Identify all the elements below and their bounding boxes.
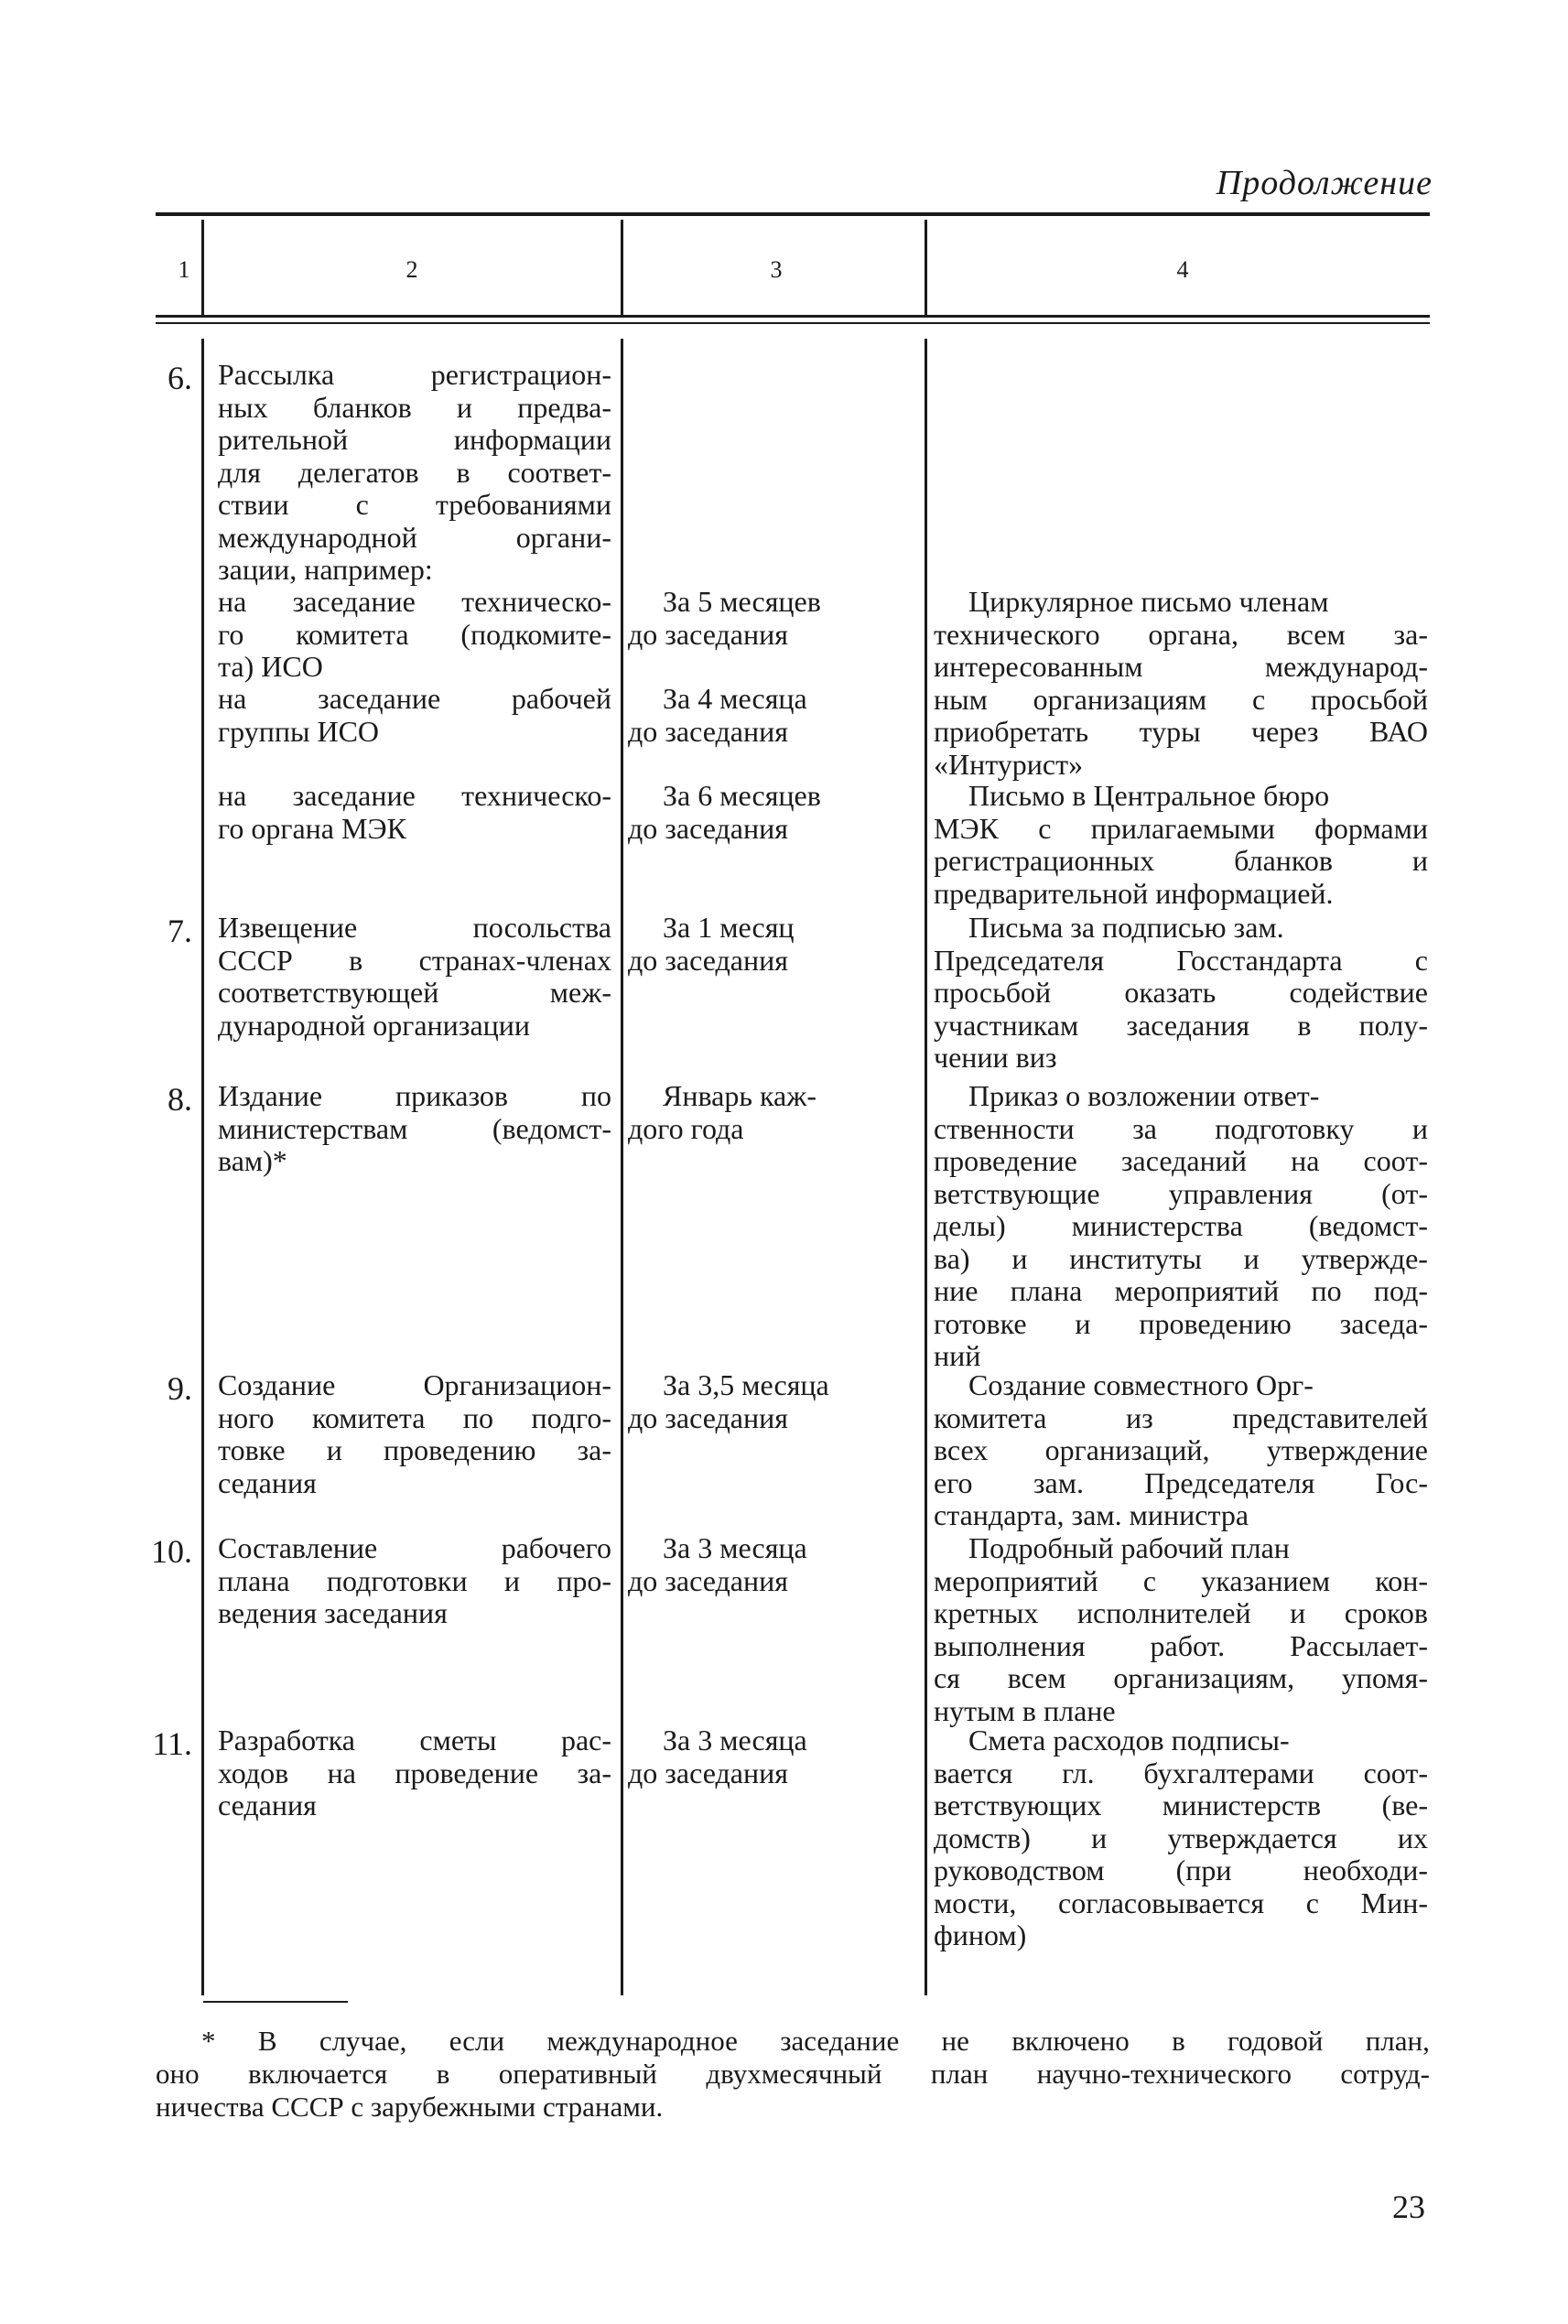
col-divider-3-body (925, 339, 927, 1995)
text-line: вается гл. бухгалтерами соот- (934, 1756, 1428, 1789)
text-line: регистрационных бланков и (934, 844, 1428, 877)
header-bottom-rule-2 (156, 322, 1430, 324)
text-line: стандарта, зам. министра (934, 1498, 1249, 1531)
row-6-sub-1-task (218, 586, 611, 684)
text-line: го органа МЭК (218, 811, 406, 845)
header-bottom-rule (156, 315, 1430, 318)
text-line: ведения заседания (218, 1596, 448, 1629)
text-line: За 3 месяца (663, 1724, 807, 1757)
text-line: За 6 месяцев (663, 779, 821, 812)
text-line: приобретать туры через ВАО (934, 715, 1428, 748)
row-number: 9. (168, 1370, 192, 1407)
text-line: нутым в плане (934, 1693, 1116, 1727)
row-10-term (628, 1532, 903, 1597)
row-10-note (934, 1532, 1428, 1727)
text-line: проведение заседаний на соот- (934, 1144, 1428, 1177)
text-line: МЭК с прилагаемыми формами (934, 811, 1428, 845)
text-line: на заседание техническо- (218, 779, 611, 812)
text-line: Создание Организацион- (218, 1368, 611, 1401)
text-line: до заседания (628, 811, 788, 845)
row-8-task (218, 1080, 611, 1178)
text-line: За 3 месяца (663, 1531, 807, 1564)
text-line: ва) и институты и утвержде- (934, 1241, 1428, 1275)
header-col-2: 2 (406, 256, 418, 283)
text-line: соответствующей меж- (218, 976, 611, 1009)
row-number: 7. (168, 913, 192, 949)
col-divider-2-body (621, 339, 623, 1995)
footnote-line: оно включается в оперативный двухмесячный план научно-технического сотруд- (156, 2058, 1430, 2090)
row-number: 6. (168, 360, 192, 396)
text-line: Письма за подписью зам. (968, 911, 1284, 944)
row-6-sub-2-task (218, 683, 611, 748)
text-line: седания (218, 1465, 317, 1499)
text-line: домств) и утверждается их (934, 1821, 1428, 1854)
footnote-line: * В случае, если международное заседание не включено в годовой план, (201, 2025, 1430, 2057)
text-line: министерствам (ведомст- (218, 1111, 611, 1145)
row-11-term (628, 1724, 903, 1789)
row-6-sub-1-term (628, 586, 903, 651)
text-line: фином) (934, 1919, 1027, 1951)
text-line: За 4 месяца (663, 682, 807, 715)
row-number: 8. (168, 1081, 192, 1118)
text-line: на заседание техническо- (218, 585, 611, 618)
footnote (156, 2025, 1430, 2124)
text-line: комитета из представителей (934, 1400, 1428, 1434)
text-line: до заседания (628, 1756, 788, 1789)
text-line: Рассылка регистрацион- (218, 358, 611, 391)
text-line: до заседания (628, 1400, 788, 1434)
text-line: ным организациям с просьбой (934, 682, 1428, 716)
text-line: Председателя Госстандарта с (934, 943, 1428, 977)
text-line: кретных исполнителей и сроков (934, 1596, 1428, 1629)
text-line: За 5 месяцев (663, 585, 821, 618)
row-7-term (628, 912, 903, 977)
text-line: чении виз (934, 1041, 1057, 1074)
row-10-task (218, 1532, 611, 1630)
text-line: вам)* (218, 1144, 287, 1177)
text-line: ветствующих министерств (ве- (934, 1789, 1428, 1821)
text-line: просьбой оказать содействие (934, 976, 1428, 1009)
row-6-sub-3-task (218, 780, 611, 845)
row-7-task (218, 912, 611, 1042)
text-line: Январь каж- (663, 1079, 816, 1112)
row-number: 11. (152, 1725, 192, 1762)
table-top-rule (156, 212, 1430, 216)
header-col-3: 3 (770, 256, 783, 283)
footnote-line: ничества СССР с зарубежными странами. (156, 2091, 664, 2123)
text-line: дународной организации (218, 1008, 531, 1042)
text-line: Извещение посольства (218, 911, 611, 944)
text-line: го комитета (подкомите- (218, 617, 611, 651)
text-line: рительной информации (218, 423, 611, 456)
row-number: 10. (151, 1533, 192, 1570)
row-6-note-b (934, 780, 1428, 910)
text-line: ся всем организациям, упомя- (934, 1661, 1428, 1694)
text-line: руководством (при необходи- (934, 1854, 1428, 1886)
text-line: ных бланков и предва- (218, 390, 611, 424)
col-divider-1 (201, 220, 204, 316)
text-line: товке и проведению за- (218, 1433, 611, 1466)
text-line: его зам. Председателя Гос- (934, 1465, 1428, 1499)
row-11-note (934, 1724, 1428, 1952)
text-line: ствии с требованиями (218, 488, 611, 521)
row-8-term (628, 1080, 903, 1145)
col-divider-1-body (201, 339, 204, 1995)
text-line: технического органа, всем за- (934, 617, 1428, 651)
text-line: За 1 месяц (663, 911, 795, 944)
text-line: для делегатов в соответ- (218, 455, 611, 489)
text-line: ходов на проведение за- (218, 1756, 611, 1789)
text-line: ние плана мероприятий по под- (934, 1274, 1428, 1307)
text-line: Письмо в Центральное бюро (968, 779, 1330, 812)
text-line: СССР в странах-членах (218, 943, 611, 977)
row-9-note (934, 1369, 1428, 1532)
text-line: седания (218, 1789, 317, 1821)
page-number: 23 (1392, 2189, 1425, 2225)
text-line: до заседания (628, 714, 788, 748)
row-6-note-a (934, 586, 1428, 781)
text-line: до заседания (628, 1563, 788, 1597)
text-line: плана подготовки и про- (218, 1563, 611, 1597)
row-6-sub-3-term (628, 780, 903, 845)
row-7-note (934, 912, 1428, 1075)
text-line: Приказ о возложении ответ- (968, 1079, 1320, 1112)
row-9-term (628, 1369, 903, 1434)
text-line: выполнения работ. Рассылает- (934, 1628, 1428, 1662)
col-divider-2 (621, 220, 623, 316)
row-6-sub-2-term (628, 683, 903, 748)
text-line: мости, согласовывается с Мин- (934, 1886, 1428, 1919)
text-line: Подробный рабочий план (968, 1531, 1290, 1564)
text-line: Издание приказов по (218, 1079, 611, 1112)
row-6-task (218, 359, 611, 587)
text-line: та) ИСО (218, 650, 323, 683)
text-line: Создание совместного Орг- (968, 1368, 1314, 1401)
text-line: участникам заседания в полу- (934, 1008, 1428, 1042)
text-line: мероприятий с указанием кон- (934, 1563, 1428, 1597)
text-line: Циркулярное письмо членам (968, 585, 1329, 618)
header-col-1: 1 (178, 256, 190, 283)
text-line: международной органи- (218, 520, 611, 554)
footnote-separator (203, 2001, 348, 2003)
text-line: зации, например: (218, 553, 433, 586)
row-9-task (218, 1369, 611, 1499)
text-line: Составление рабочего (218, 1531, 611, 1564)
text-line: Смета расходов подписы- (968, 1724, 1290, 1757)
col-divider-3 (925, 220, 927, 316)
text-line: Разработка сметы рас- (218, 1724, 611, 1757)
text-line: готовке и проведению заседа- (934, 1306, 1428, 1340)
text-line: предварительной информацией. (934, 876, 1334, 910)
text-line: делы) министерства (ведомст- (934, 1209, 1428, 1242)
text-line: всех организаций, утверждение (934, 1433, 1428, 1466)
header-col-4: 4 (1176, 256, 1189, 283)
text-line: ний (934, 1339, 981, 1372)
text-line: группы ИСО (218, 714, 380, 748)
text-line: ственности за подготовку и (934, 1111, 1428, 1145)
text-line: дого года (628, 1111, 744, 1145)
text-line: ветствующие управления (от- (934, 1176, 1428, 1210)
text-line: ного комитета по подго- (218, 1400, 611, 1434)
text-line: на заседание рабочей (218, 682, 611, 715)
row-8-note (934, 1080, 1428, 1373)
text-line: до заседания (628, 943, 788, 977)
text-line: «Интурист» (934, 747, 1084, 781)
continuation-label: Продолжение (1216, 164, 1433, 202)
text-line: до заседания (628, 617, 788, 651)
row-11-task (218, 1724, 611, 1822)
text-line: За 3,5 месяца (663, 1368, 829, 1401)
text-line: интересованным международ- (934, 650, 1428, 683)
